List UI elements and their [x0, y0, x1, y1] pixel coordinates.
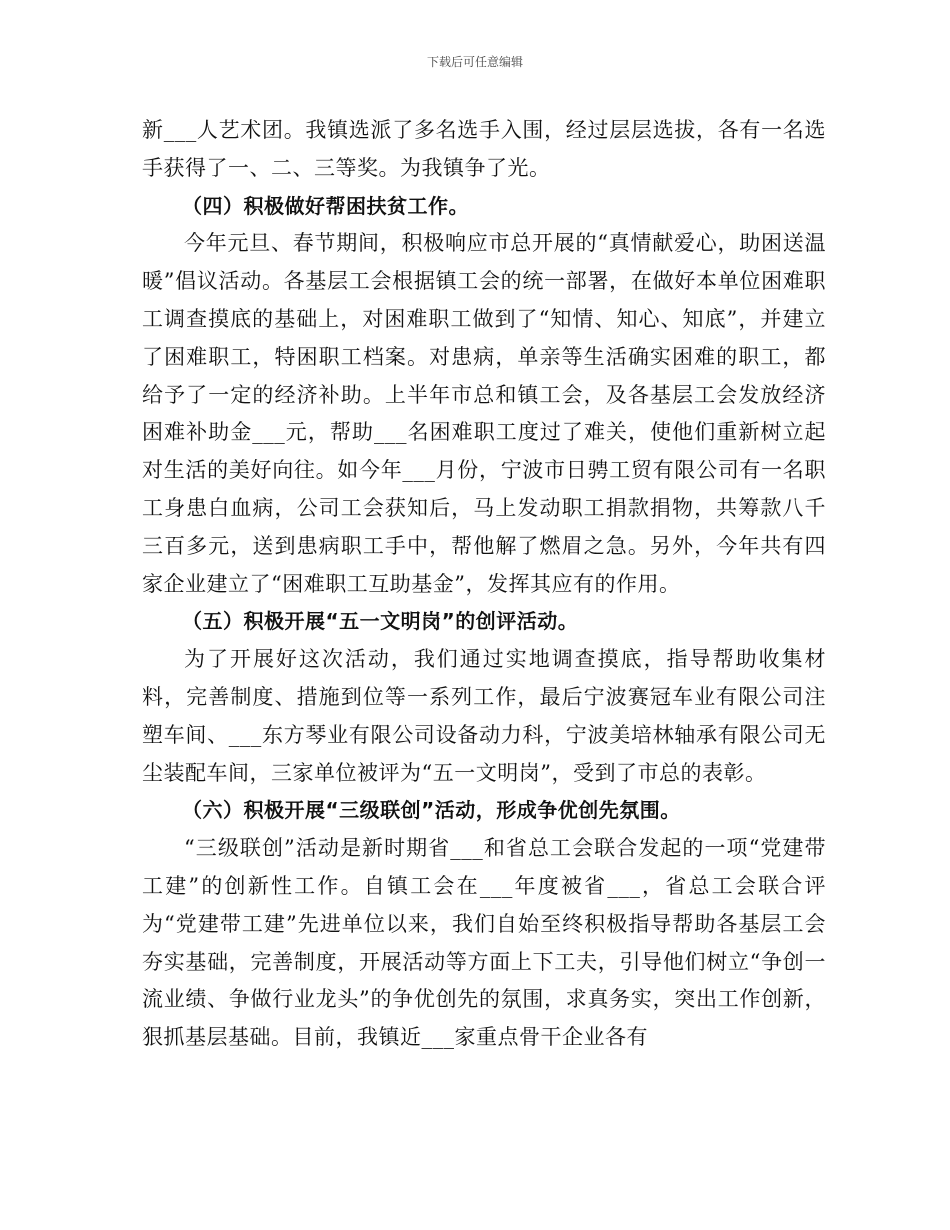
page-header: 下载后可任意编辑: [426, 55, 523, 69]
section-heading-6: （六）积极开展“三级联创”活动，形成争优创先氛围。: [182, 798, 681, 823]
section-heading-5: （五）积极开展“五一文明岗”的创评活动。: [182, 609, 579, 634]
paragraph-continuation: 新___人艺术团。我镇选派了多名选手入围，经过层层选拔，各有一名选手获得了一、二、三等奖。为我镇争了光。: [142, 118, 826, 180]
paragraph-three-level-creation: “三级联创”活动是新时期省___和省总工会联合发起的一项“党建带工建”的创新性工作。自镇工会在___年度被省___，省总工会联合评为“党建带工建”先进单位以来，我们自始至终积极指导帮助各基层工会夯实基础，完善制度，开展活动等方面上下工夫，引导他们树立“争创一流业绩、争做行业龙头”的争优创先的氛围，求真务实，突出工作创新，狠抓基层基础。目前，我镇近___家重点骨干企业各有: [142, 836, 826, 1050]
document-body: [142, 112, 826, 1057]
paragraph-poverty-relief: 今年元旦、春节期间，积极响应市总开展的“真情献爱心，助困送温暖”倡议活动。各基层工会根据镇工会的统一部署，在做好本单位困难职工调查摸底的基础上，对困难职工做到了“知情、知心、知底”，并建立了困难职工，特困职工档案。对患病，单亲等生活确实困难的职工，都给予了一定的经济补助。上半年市总和镇工会，及各基层工会发放经济困难补助金___元，帮助___名困难职工度过了难关，使他们重新树立起对生活的美好向往。如今年___月份，宁波市日骋工贸有限公司有一名职工身患白血病，公司工会获知后，马上发动职工捐款捐物，共筹款八千三百多元，送到患病职工手中，帮他解了燃眉之急。另外，今年共有四家企业建立了“困难职工互助基金”，发挥其应有的作用。: [142, 231, 826, 596]
section-heading-4: （四）积极做好帮困扶贫工作。: [182, 193, 469, 218]
paragraph-civilized-post: 为了开展好这次活动，我们通过实地调查摸底，指导帮助收集材料，完善制度、措施到位等一系列工作，最后宁波赛冠车业有限公司注塑车间、___东方琴业有限公司设备动力科，宁波美培林轴承有限公司无尘装配车间，三家单位被评为“五一文明岗”，受到了市总的表彰。: [142, 647, 826, 785]
